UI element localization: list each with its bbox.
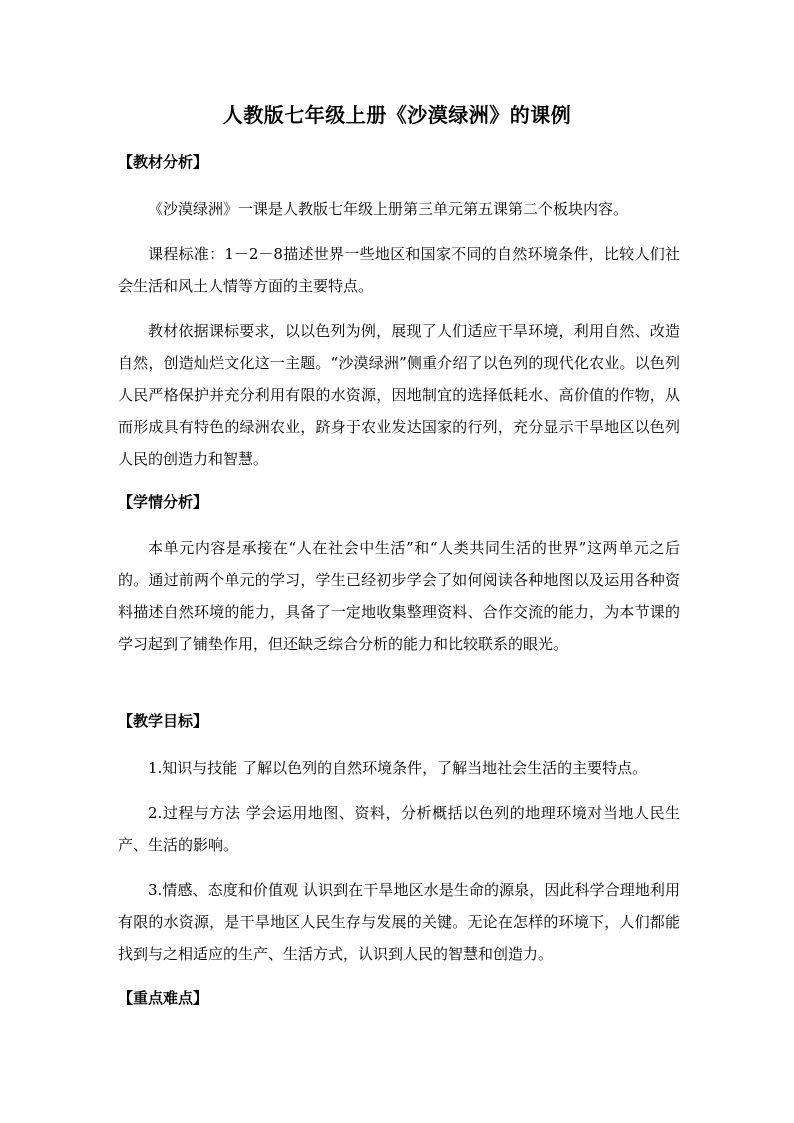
section-heading-student-analysis: 【学情分析】 <box>118 493 209 511</box>
paragraph: 3.情感、态度和价值观 认识到在干旱地区水是生命的源泉，因此科学合理地利用有限的水资源，是干旱地区人民生存与发展的关键。无论在怎样的环境下，人们都能找到与之相适应的生产、生活方式，认识到人民的智慧和创造力。 <box>118 881 680 963</box>
section-heading-teaching-objectives: 【教学目标】 <box>118 712 209 730</box>
paragraph: 课程标准：1－2－8描述世界一些地区和国家不同的自然环境条件，比较人们社会生活和风土人情等方面的主要特点。 <box>118 245 680 295</box>
document-title: 人教版七年级上册《沙漠绿洲》的课例 <box>222 103 572 127</box>
section-heading-key-difficulties: 【重点难点】 <box>118 989 209 1007</box>
paragraph: 2.过程与方法 学会运用地图、资料，分析概括以色列的地理环境对当地人民生产、生活的影响。 <box>118 804 680 854</box>
paragraph: 教材依据课标要求，以以色列为例，展现了人们适应干旱环境，利用自然、改造自然，创造灿烂文化这一主题。“沙漠绿洲”侧重介绍了以色列的现代化农业。以色列人民严格保护并充分利用有限的水资源，因地制宜的选择低耗水、高价值的作物，从而形成具有特色的绿洲农业，跻身于农业发达国家的行列，充分显示干旱地区以色列人民的创造力和智慧。 <box>118 322 680 468</box>
paragraph: 《沙漠绿洲》一课是人教版七年级上册第三单元第五课第二个板块内容。 <box>148 200 629 218</box>
paragraph: 本单元内容是承接在“人在社会中生活”和“人类共同生活的世界”这两单元之后的。通过前两个单元的学习，学生已经初步学会了如何阅读各种地图以及运用各种资料描述自然环境的能力，具备了一定地收集整理资料、合作交流的能力，为本节课的学习起到了铺垫作用，但还缺乏综合分析的能力和比较联系的眼光。 <box>118 539 680 653</box>
paragraph: 1.知识与技能 了解以色列的自然环境条件，了解当地社会生活的主要特点。 <box>148 759 648 777</box>
section-heading-textbook-analysis: 【教材分析】 <box>118 153 209 171</box>
